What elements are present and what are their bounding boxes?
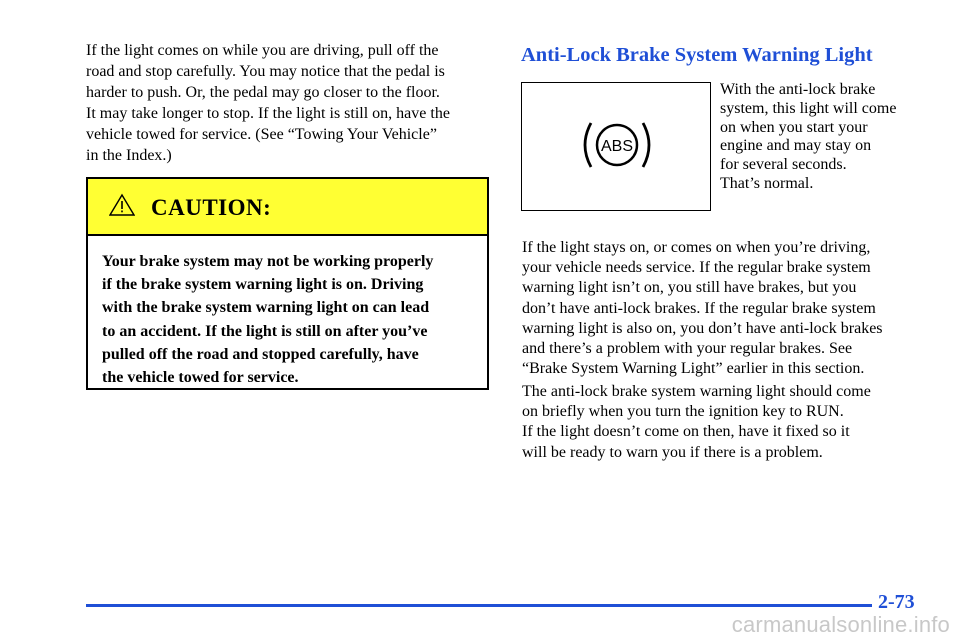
section-title: Anti-Lock Brake System Warning Light <box>521 44 873 66</box>
abs-label: ABS <box>600 138 634 155</box>
caution-box <box>86 177 489 390</box>
abs-illustration <box>521 82 711 211</box>
page-number: 2-73 <box>878 591 915 613</box>
abs-warning-light-icon <box>577 115 657 175</box>
abs-description: With the anti-lock brake system, this light will come on when you start your engine and may stay on for several seconds. That’s normal. <box>720 81 897 192</box>
caution-title: CAUTION: <box>151 195 272 220</box>
abs-paragraph-1: If the light stays on, or comes on when you’re driving, your vehicle needs service. If the regular brake system warning light isn’t on, you still have brakes, but you don’t have anti-lock brakes. If the regular brake system warning light is also on, you don’t have anti-lock brakes and there’s a problem with your regular brakes. See “Brake System Warning Light” earlier in this section. <box>522 239 883 378</box>
intro-paragraph: If the light comes on while you are driving, pull off the road and stop carefully. You may notice that the pedal is harder to push. Or, the pedal may go closer to the floor. It may take longer to stop. If the light is still on, have the vehicle towed for service. (See “Towing Your Vehicle” in the Index.) <box>86 42 450 164</box>
caution-header <box>88 179 487 236</box>
abs-paragraph-2: The anti-lock brake system warning light should come on briefly when you turn the ignition key to RUN. If the light doesn’t come on then, have it fixed so it will be ready to warn you if there is a problem. <box>522 383 871 461</box>
watermark: carmanualsonline.info <box>731 612 950 637</box>
warning-triangle-icon <box>109 193 135 217</box>
footer-rule <box>86 604 872 607</box>
left-column <box>86 40 496 166</box>
caution-text: Your brake system may not be working properly if the brake system warning light is on. Driving with the brake system warning light on can lead to an accident. If the light is still on after you’ve pulled off the road and stopped carefully, have the vehicle towed for service. <box>102 253 434 387</box>
